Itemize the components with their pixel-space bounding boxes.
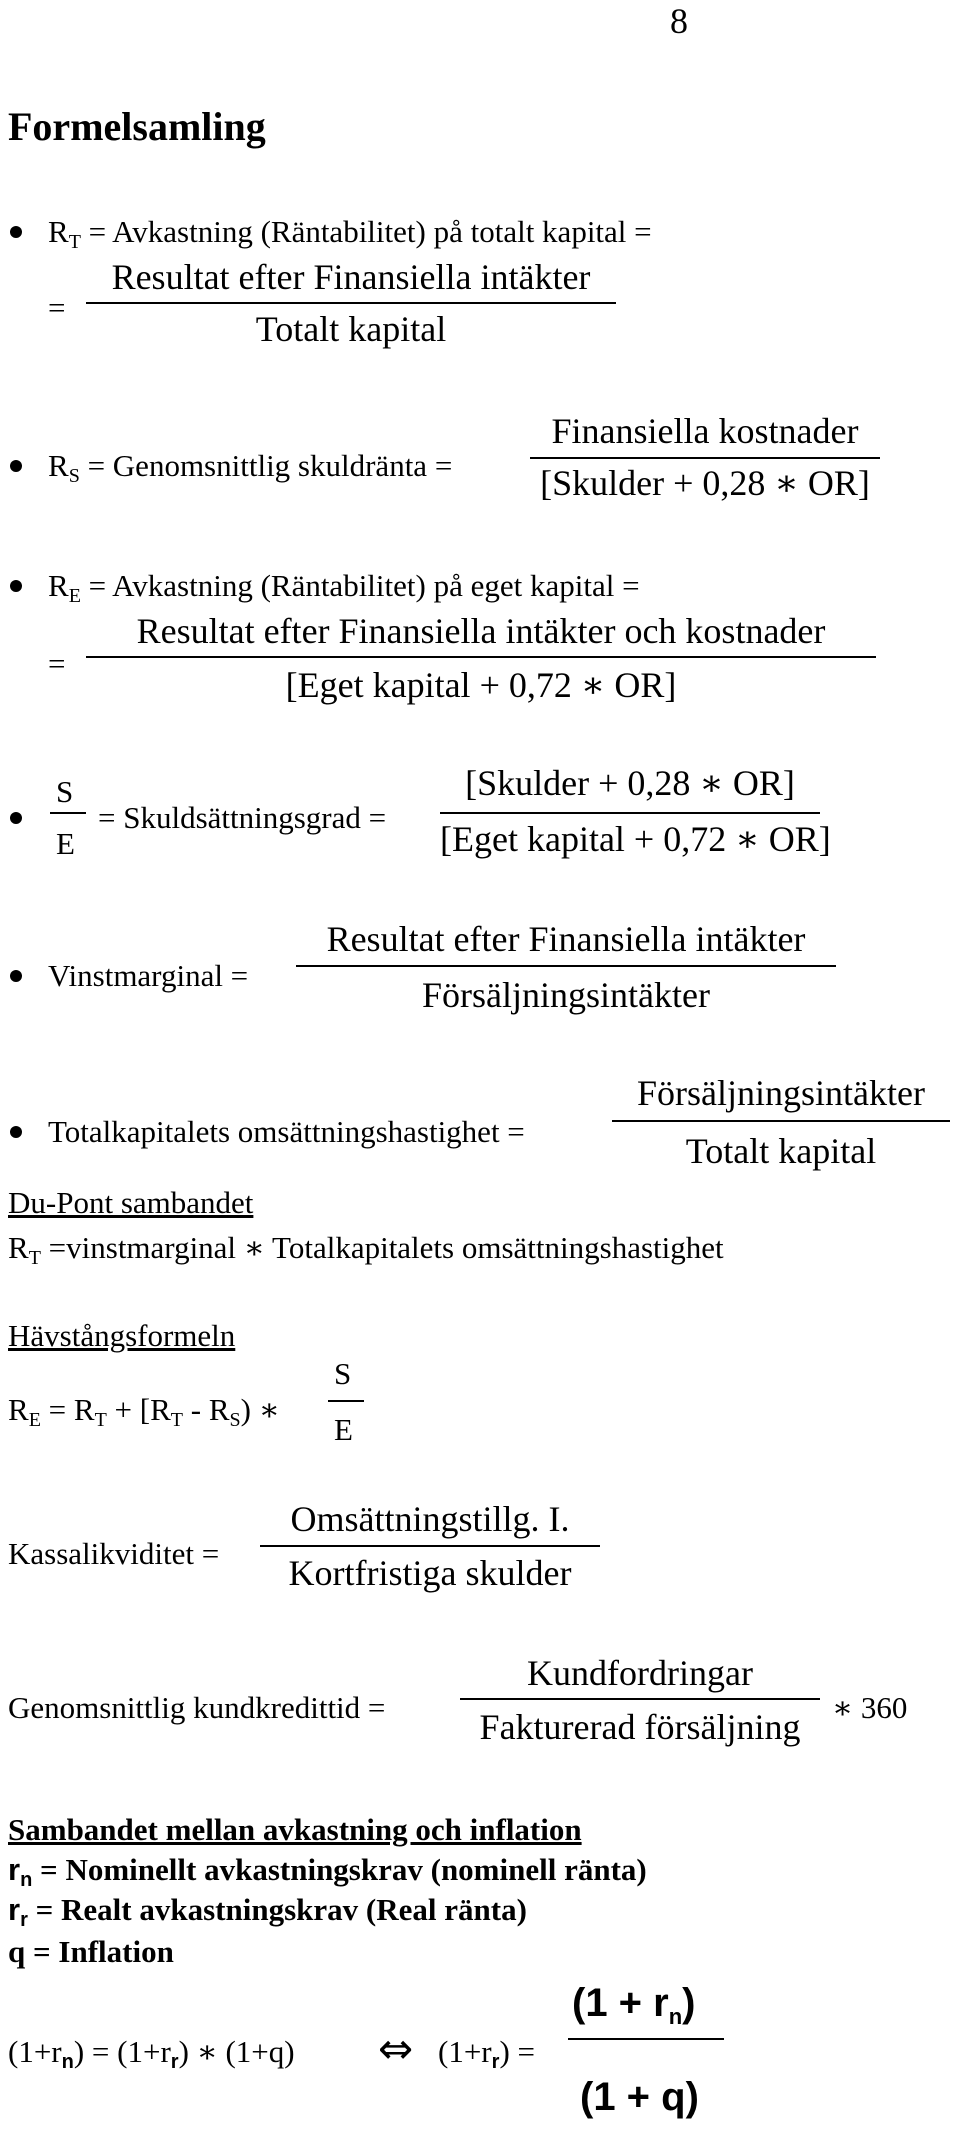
fraction-line bbox=[328, 1400, 364, 1402]
eq-b-sub: r bbox=[170, 2051, 179, 2073]
se-denominator: [Eget kapital + 0,72 ∗ OR] bbox=[440, 819, 831, 859]
rs-subscript: S bbox=[68, 465, 80, 487]
vinst-text: Vinstmarginal = bbox=[48, 958, 249, 993]
havstang-a-sub: E bbox=[28, 1409, 41, 1431]
rt-text: = Avkastning (Räntabilitet) på totalt kapital = bbox=[80, 214, 652, 249]
havstang-c: + [R bbox=[106, 1392, 171, 1427]
se-numerator: [Skulder + 0,28 ∗ OR] bbox=[465, 763, 795, 803]
rs-definition bbox=[48, 448, 452, 494]
re-denominator: [Eget kapital + 0,72 ∗ OR] bbox=[285, 665, 677, 705]
re-subscript: E bbox=[68, 585, 81, 607]
kund-multiplier: ∗ 360 bbox=[832, 1690, 908, 1725]
fraction-line bbox=[260, 1545, 600, 1547]
dupont-formula bbox=[8, 1230, 724, 1276]
re-numerator: Resultat efter Finansiella intäkter och kostnader bbox=[136, 611, 826, 651]
se-s: S bbox=[56, 774, 74, 809]
equivalence-arrow-icon: ⇔ bbox=[378, 2024, 414, 2073]
re-definition bbox=[48, 568, 640, 614]
rs-symbol: R bbox=[48, 448, 69, 483]
havstang-e: ) ∗ bbox=[240, 1392, 280, 1427]
rn-subscript: n bbox=[20, 1869, 33, 1891]
fraction-line bbox=[568, 2038, 724, 2040]
fraction-line bbox=[86, 656, 876, 658]
inflation-num-a: (1 + r bbox=[572, 1981, 669, 2025]
rr-symbol: r bbox=[8, 1892, 21, 1927]
se-e: E bbox=[56, 826, 75, 861]
havstang-a: R bbox=[8, 1392, 29, 1427]
havstang-b: = R bbox=[40, 1392, 95, 1427]
inflation-equation-rhs bbox=[438, 2034, 535, 2080]
rr-subscript: r bbox=[20, 1909, 28, 1931]
rt-equals: = bbox=[48, 290, 66, 325]
eq-d-sub: r bbox=[491, 2051, 500, 2073]
kassa-denominator: Kortfristiga skulder bbox=[288, 1553, 572, 1593]
oms-denominator: Totalt kapital bbox=[685, 1131, 877, 1171]
page-title: Formelsamling bbox=[8, 104, 266, 149]
se-text: = Skuldsättningsgrad = bbox=[98, 800, 387, 835]
bullet bbox=[10, 460, 22, 472]
havstang-formula bbox=[8, 1392, 280, 1438]
bullet bbox=[10, 1126, 22, 1138]
eq-a-sub: n bbox=[61, 2051, 74, 2073]
fraction-line bbox=[612, 1120, 950, 1122]
rs-denominator: [Skulder + 0,28 ∗ OR] bbox=[540, 463, 870, 503]
rt-definition bbox=[48, 214, 652, 260]
dupont-text: =vinstmarginal ∗ Totalkapitalets omsättningshastighet bbox=[40, 1230, 724, 1265]
dupont-symbol: R bbox=[8, 1230, 29, 1265]
vinst-numerator: Resultat efter Finansiella intäkter bbox=[326, 919, 806, 959]
fraction-line bbox=[50, 812, 86, 814]
inflation-heading: Sambandet mellan avkastning och inflation bbox=[8, 1812, 582, 1847]
re-symbol: R bbox=[48, 568, 69, 603]
page-number: 8 bbox=[670, 1, 688, 41]
rt-numerator: Resultat efter Finansiella intäkter bbox=[111, 257, 591, 297]
havstang-numerator: S bbox=[334, 1356, 352, 1391]
rt-denominator: Totalt kapital bbox=[255, 309, 447, 349]
eq-b: ) = (1+r bbox=[73, 2034, 171, 2069]
eq-a: (1+r bbox=[8, 2034, 62, 2069]
re-text: = Avkastning (Räntabilitet) på eget kapital = bbox=[80, 568, 640, 603]
dupont-subscript: T bbox=[28, 1247, 41, 1269]
bullet bbox=[10, 226, 22, 238]
re-equals: = bbox=[48, 646, 66, 681]
fraction-line bbox=[530, 457, 880, 459]
rs-text: = Genomsnittlig skuldränta = bbox=[79, 448, 453, 483]
havstang-b-sub: T bbox=[94, 1409, 107, 1431]
rt-subscript: T bbox=[68, 231, 81, 253]
kund-numerator: Kundfordringar bbox=[527, 1653, 753, 1693]
rn-text: = Nominellt avkastningskrav (nominell ränta) bbox=[32, 1852, 647, 1887]
rt-symbol: R bbox=[48, 214, 69, 249]
havstang-d: - R bbox=[183, 1392, 230, 1427]
eq-d: (1+r bbox=[438, 2034, 492, 2069]
havstang-c-sub: T bbox=[170, 1409, 183, 1431]
fraction-line bbox=[460, 1698, 820, 1700]
inflation-numerator bbox=[572, 1980, 696, 2040]
kund-denominator: Fakturerad försäljning bbox=[479, 1707, 801, 1747]
vinst-denominator: Försäljningsintäkter bbox=[422, 975, 710, 1015]
oms-numerator: Försäljningsintäkter bbox=[637, 1073, 925, 1113]
inflation-line-3: q = Inflation bbox=[8, 1934, 174, 1969]
inflation-num-sub: n bbox=[668, 2004, 683, 2029]
fraction-line bbox=[86, 302, 616, 304]
oms-text: Totalkapitalets omsättningshastighet = bbox=[48, 1114, 525, 1149]
havstang-heading: Hävstångsformeln bbox=[8, 1318, 236, 1353]
eq-c: ) ∗ (1+q) bbox=[178, 2034, 295, 2069]
rr-text: = Realt avkastningskrav (Real ränta) bbox=[27, 1892, 527, 1927]
inflation-equation bbox=[8, 2034, 295, 2080]
bullet bbox=[10, 970, 22, 982]
fraction-line bbox=[296, 965, 836, 967]
bullet bbox=[10, 812, 22, 824]
bullet bbox=[10, 580, 22, 592]
havstang-denominator: E bbox=[334, 1412, 353, 1447]
dupont-heading: Du-Pont sambandet bbox=[8, 1185, 254, 1220]
inflation-num-b: ) bbox=[682, 1981, 696, 2025]
kassa-numerator: Omsättningstillg. I. bbox=[290, 1499, 570, 1539]
kassa-text: Kassalikviditet = bbox=[8, 1536, 220, 1571]
rs-numerator: Finansiella kostnader bbox=[551, 411, 859, 451]
kund-text: Genomsnittlig kundkredittid = bbox=[8, 1690, 386, 1725]
fraction-line bbox=[440, 812, 820, 814]
rn-symbol: r bbox=[8, 1852, 21, 1887]
eq-e: ) = bbox=[499, 2034, 535, 2069]
inflation-denominator: (1 + q) bbox=[580, 2075, 699, 2119]
inflation-line-2 bbox=[8, 1892, 527, 1938]
havstang-d-sub: S bbox=[229, 1409, 241, 1431]
